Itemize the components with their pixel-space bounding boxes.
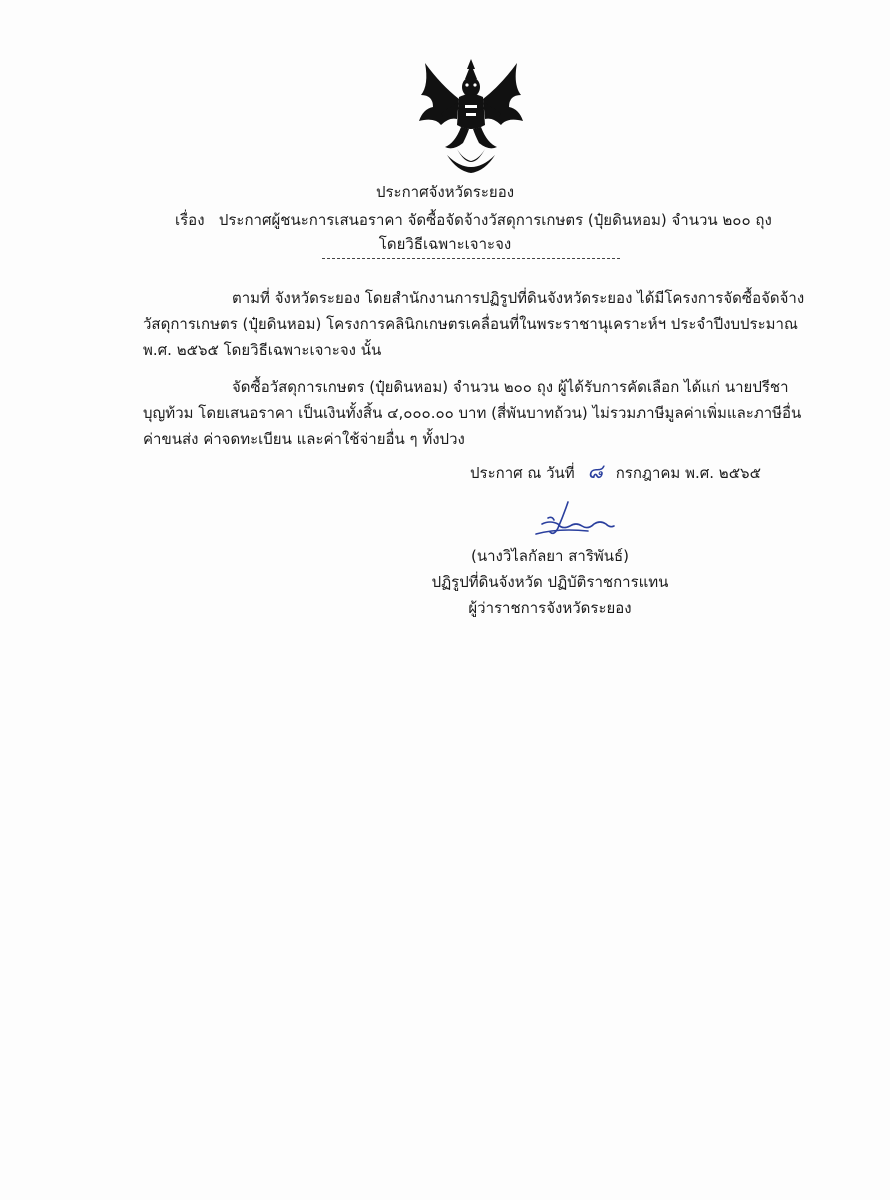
subject-text: ประกาศผู้ชนะการเสนอราคา จัดซื้อจัดจ้างวัสดุการเกษตร (ปุ๋ยดินหอม) จำนวน ๒๐๐ ถุง xyxy=(218,211,772,229)
paragraph-2-line-2: บุญท้วม โดยเสนอราคา เป็นเงินทั้งสิ้น ๔,๐๐๐.๐๐ บาท (สี่พันบาทถ้วน) ไม่รวมภาษีมูลค่าเพิ่มและภาษีอื่น xyxy=(143,404,802,422)
paragraph-1-line-3: พ.ศ. ๒๕๖๕ โดยวิธีเฉพาะเจาะจง นั้น xyxy=(143,341,382,359)
subject-method: โดยวิธีเฉพาะเจาะจง xyxy=(378,235,512,253)
handwritten-day: ๘ xyxy=(587,459,603,483)
garuda-emblem-icon xyxy=(411,55,531,175)
signature-icon xyxy=(528,498,623,543)
subject-line xyxy=(175,209,772,231)
announcement-prefix: ประกาศ ณ วันที่ xyxy=(470,464,575,482)
signatory-title: ผู้ว่าราชการจังหวัดระยอง xyxy=(468,599,632,617)
issuer-title: ประกาศจังหวัดระยอง xyxy=(375,183,515,201)
paragraph-2-line-3: ค่าขนส่ง ค่าจดทะเบียน และค่าใช้จ่ายอื่น ๆ ทั้งปวง xyxy=(143,430,465,448)
paragraph-1-line-2: วัสดุการเกษตร (ปุ๋ยดินหอม) โครงการคลินิกเกษตรเคลื่อนที่ในพระราชานุเคราะห์ฯ ประจำปีงบประมาณ xyxy=(143,315,798,333)
paragraph-1-line-1: ตามที่ จังหวัดระยอง โดยสำนักงานการปฏิรูปที่ดินจังหวัดระยอง ได้มีโครงการจัดซื้อจัดจ้าง xyxy=(232,289,805,307)
subject-label: เรื่อง xyxy=(175,211,205,229)
paragraph-2-line-1: จัดซื้อวัสดุการเกษตร (ปุ๋ยดินหอม) จำนวน ๒๐๐ ถุง ผู้ได้รับการคัดเลือก ได้แก่ นายปรีชา xyxy=(232,378,789,396)
header-divider xyxy=(322,258,620,259)
announcement-month-year: กรกฎาคม พ.ศ. ๒๕๖๕ xyxy=(615,464,761,482)
announcement-date xyxy=(470,460,761,484)
signatory-name: (นางวิไลกัลยา สาริพันธ์) xyxy=(470,547,630,565)
signatory-position: ปฏิรูปที่ดินจังหวัด ปฏิบัติราชการแทน xyxy=(431,573,669,591)
